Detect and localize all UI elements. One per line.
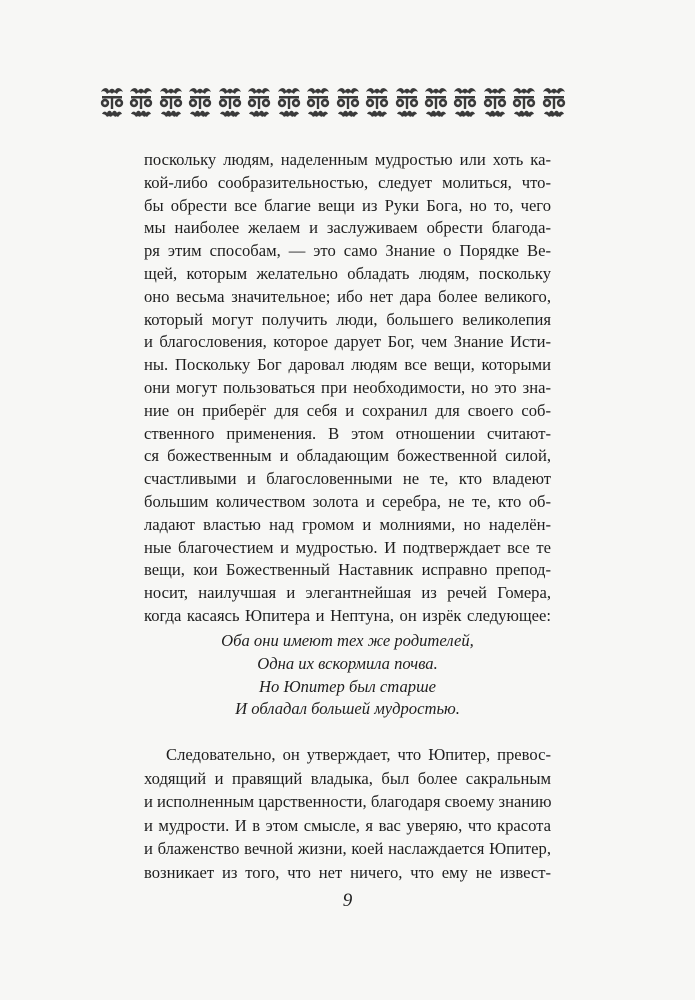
- ornament-motif-icon: [364, 84, 390, 122]
- text-line: ря этим способам, — это само Знание о Порядке Ве-: [144, 241, 551, 261]
- poem-quote: [144, 630, 551, 721]
- ornament-motif-icon: [305, 84, 331, 122]
- text-line: ние он приберёг для себя и сохранил для своего соб-: [144, 400, 551, 420]
- text-line: который могут получить люди, большего великолепия: [144, 309, 551, 329]
- ornament-motif-icon: [541, 84, 567, 122]
- ornament-motif-icon: [482, 84, 508, 122]
- text-line: ходящий и правящий владыка, был более сакральным: [144, 768, 551, 788]
- text-line: и мудрости. И в этом смысле, я вас уверяю, что красота: [144, 815, 551, 835]
- ornament-motif-icon: [335, 84, 361, 122]
- ornament-motif-icon: [158, 84, 184, 122]
- text-line: ные благочестием и мудростью. И подтверждает все те: [144, 537, 551, 557]
- text-line: вещи, кои Божественный Наставник исправно препод-: [144, 560, 551, 580]
- poem-line: Но Юпитер был старше: [259, 676, 436, 696]
- ornament-motif-icon: [511, 84, 537, 122]
- text-line: поскольку людям, наделенным мудростью или хоть ка-: [144, 150, 551, 169]
- text-line: Следовательно, он утверждает, что Юпитер, превос-: [166, 745, 551, 764]
- poem-line: Одна их вскормила почва.: [257, 653, 438, 673]
- text-line: щей, которым желательно обладать людям, поскольку: [144, 263, 551, 283]
- text-line: кой-либо сообразительностью, следует молиться, что-: [144, 172, 551, 192]
- paragraph-1: [144, 149, 551, 628]
- ornament-motif-icon: [99, 84, 125, 122]
- ornament-motif-icon: [452, 84, 478, 122]
- ornament-motif-icon: [276, 84, 302, 122]
- text-line: когда касаясь Юпитера и Нептуна, он изрёк следующее:: [144, 605, 551, 625]
- text-line: и благословения, которое дарует Бог, чем Знание Исти-: [144, 332, 551, 352]
- decorative-ornament-band: [99, 84, 567, 122]
- page-number: 9: [342, 890, 353, 911]
- text-line: носит, наилучшая и элегантнейшая из речей Гомера,: [144, 583, 551, 603]
- text-line: счастливыми и благословенными не те, кто владеют: [144, 469, 551, 489]
- text-line: мы наиболее желаем и заслуживаем обрести благода-: [144, 218, 551, 238]
- poem-line: Оба они имеют тех же родителей,: [221, 631, 474, 650]
- text-line: оно весьма значительное; ибо нет дара более великого,: [144, 286, 551, 306]
- ornament-motif-icon: [423, 84, 449, 122]
- text-line: и блаженство вечной жизни, коей наслаждается Юпитер,: [144, 839, 551, 859]
- text-line: большим количеством золота и серебра, не те, кто об-: [144, 491, 551, 511]
- ornament-motif-icon: [394, 84, 420, 122]
- text-line: ладают властью над громом и молниями, но наделён-: [144, 514, 551, 534]
- ornament-motif-icon: [128, 84, 154, 122]
- text-line: ся божественным и обладающим божественной силой,: [144, 446, 551, 466]
- text-line: и исполненным царственности, благодаря своему знанию: [144, 792, 552, 812]
- ornament-motif-icon: [217, 84, 243, 122]
- text-line: ственного применения. В этом отношении считают-: [144, 423, 551, 443]
- text-line: бы обрести все благие вещи из Руки Бога, но то, чего: [144, 195, 551, 215]
- ornament-motif-icon: [187, 84, 213, 122]
- poem-line: И обладал большей мудростью.: [235, 699, 460, 719]
- text-line: возникает из того, что нет ничего, что ему не извест-: [144, 862, 551, 882]
- text-line: они могут пользоваться при необходимости, но это зна-: [144, 377, 551, 397]
- ornament-motif-icon: [246, 84, 272, 122]
- paragraph-2: [144, 743, 551, 885]
- text-line: ны. Поскольку Бог даровал людям все вещи, которыми: [144, 355, 551, 375]
